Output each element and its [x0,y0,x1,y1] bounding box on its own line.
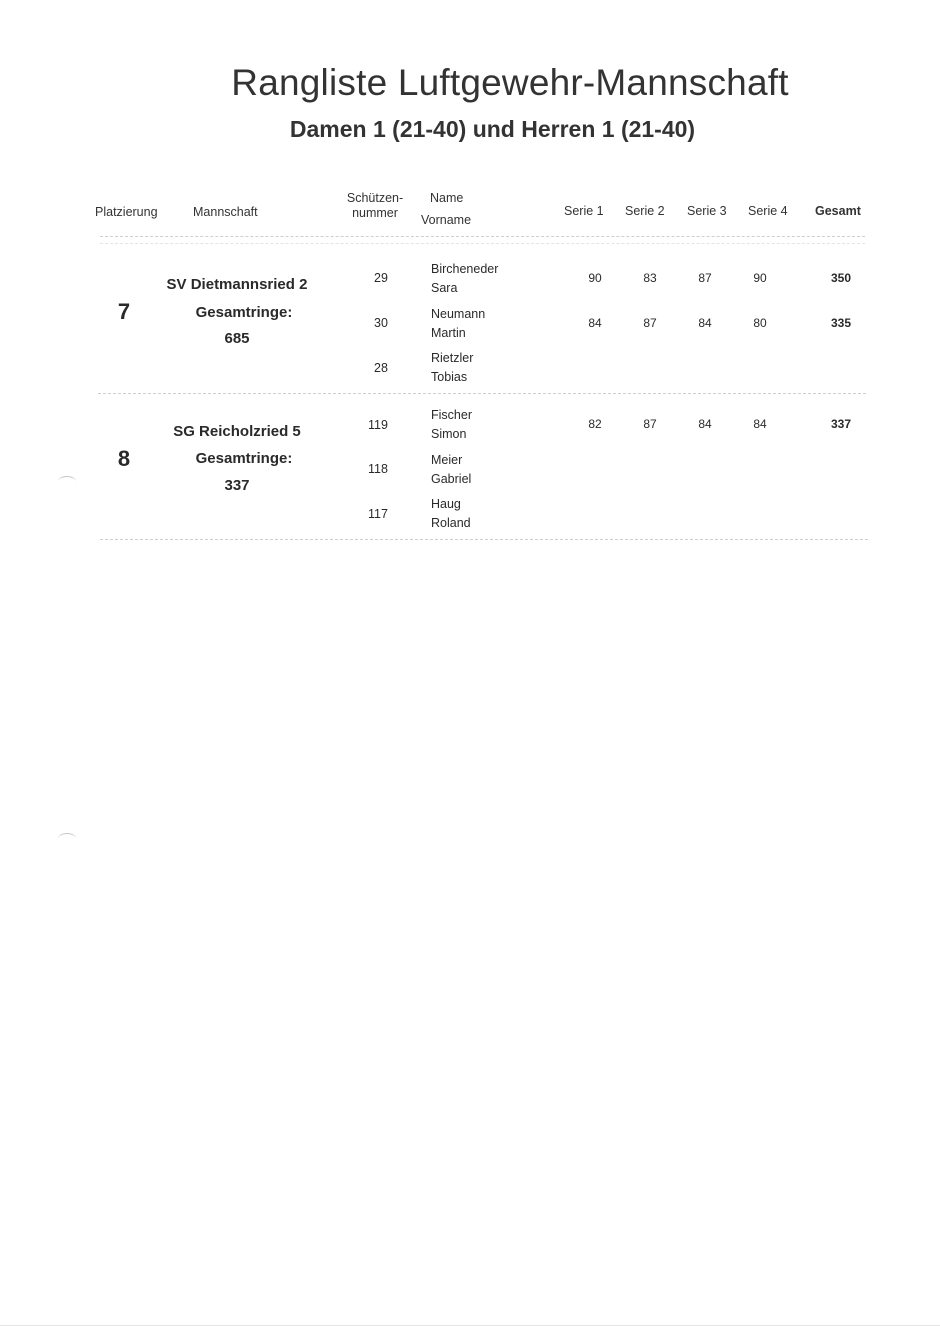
score-serie-4: 84 [753,417,767,431]
shooter-firstname: Simon [431,427,467,441]
team-name: SG Reicholzried 5 [173,423,301,440]
header-divider-secondary [100,243,865,244]
shooter-number: 119 [368,418,388,432]
table-bottom-divider [100,539,868,540]
score-serie-2: 87 [643,316,657,330]
page-edge [0,1325,940,1326]
shooter-firstname: Sara [431,281,458,295]
team-rank: 7 [117,299,131,324]
shooter-firstname: Roland [431,516,471,530]
header-serie-1: Serie 1 [564,204,604,218]
shooter-number: 117 [368,507,388,521]
score-serie-1: 82 [588,417,602,431]
shooter-lastname: Fischer [431,408,472,422]
header-serie-2: Serie 2 [625,204,665,218]
shooter-firstname: Tobias [431,370,468,384]
shooter-number: 28 [374,361,388,375]
score-serie-3: 84 [698,316,712,330]
header-serie-3: Serie 3 [687,204,727,218]
shooter-name [431,260,498,298]
header-serie-4: Serie 4 [748,204,788,218]
shooter-name [431,305,485,343]
shooter-name [431,349,473,387]
team-total: 685 [224,330,250,347]
header-firstname: Vorname [421,213,472,227]
page-title: Rangliste Luftgewehr-Mannschaft [231,62,789,103]
team-name: SV Dietmannsried 2 [166,276,308,293]
shooter-name [431,451,471,489]
score-total: 350 [830,271,852,285]
score-serie-3: 87 [698,271,712,285]
team-total-label: Gesamtringe: [195,304,293,321]
header-shooter-number-1: Schützen- [346,191,404,205]
header-team: Mannschaft [193,205,258,219]
shooter-number: 118 [368,462,388,476]
team-total: 337 [224,477,250,494]
header-placement: Platzierung [95,205,158,219]
header-name: Name [430,191,464,205]
shooter-name [431,495,471,533]
shooter-lastname: Meier [431,453,463,467]
shooter-lastname: Bircheneder [431,262,499,276]
score-serie-1: 90 [588,271,602,285]
score-total: 335 [830,316,852,330]
shooter-number: 29 [374,271,388,285]
header-total: Gesamt [815,204,861,218]
score-serie-4: 80 [753,316,767,330]
shooter-firstname: Gabriel [431,472,472,486]
header-divider [100,236,865,237]
shooter-firstname: Martin [431,326,466,340]
page-subtitle: Damen 1 (21-40) und Herren 1 (21-40) [289,116,696,142]
punch-hole-mark [58,476,76,487]
team-divider [98,393,866,394]
shooter-name [431,406,472,444]
score-serie-3: 84 [698,417,712,431]
shooter-lastname: Haug [431,497,461,511]
shooter-number: 30 [374,316,388,330]
header-shooter-number-2: nummer [352,206,398,220]
team-total-label: Gesamtringe: [195,450,293,467]
score-serie-2: 83 [643,271,657,285]
score-serie-4: 90 [753,271,767,285]
shooter-lastname: Neumann [431,307,486,321]
shooter-lastname: Rietzler [431,351,474,365]
punch-hole-mark [58,833,76,844]
score-serie-2: 87 [643,417,657,431]
team-rank: 8 [117,446,131,471]
score-total: 337 [830,417,852,431]
score-serie-1: 84 [588,316,602,330]
